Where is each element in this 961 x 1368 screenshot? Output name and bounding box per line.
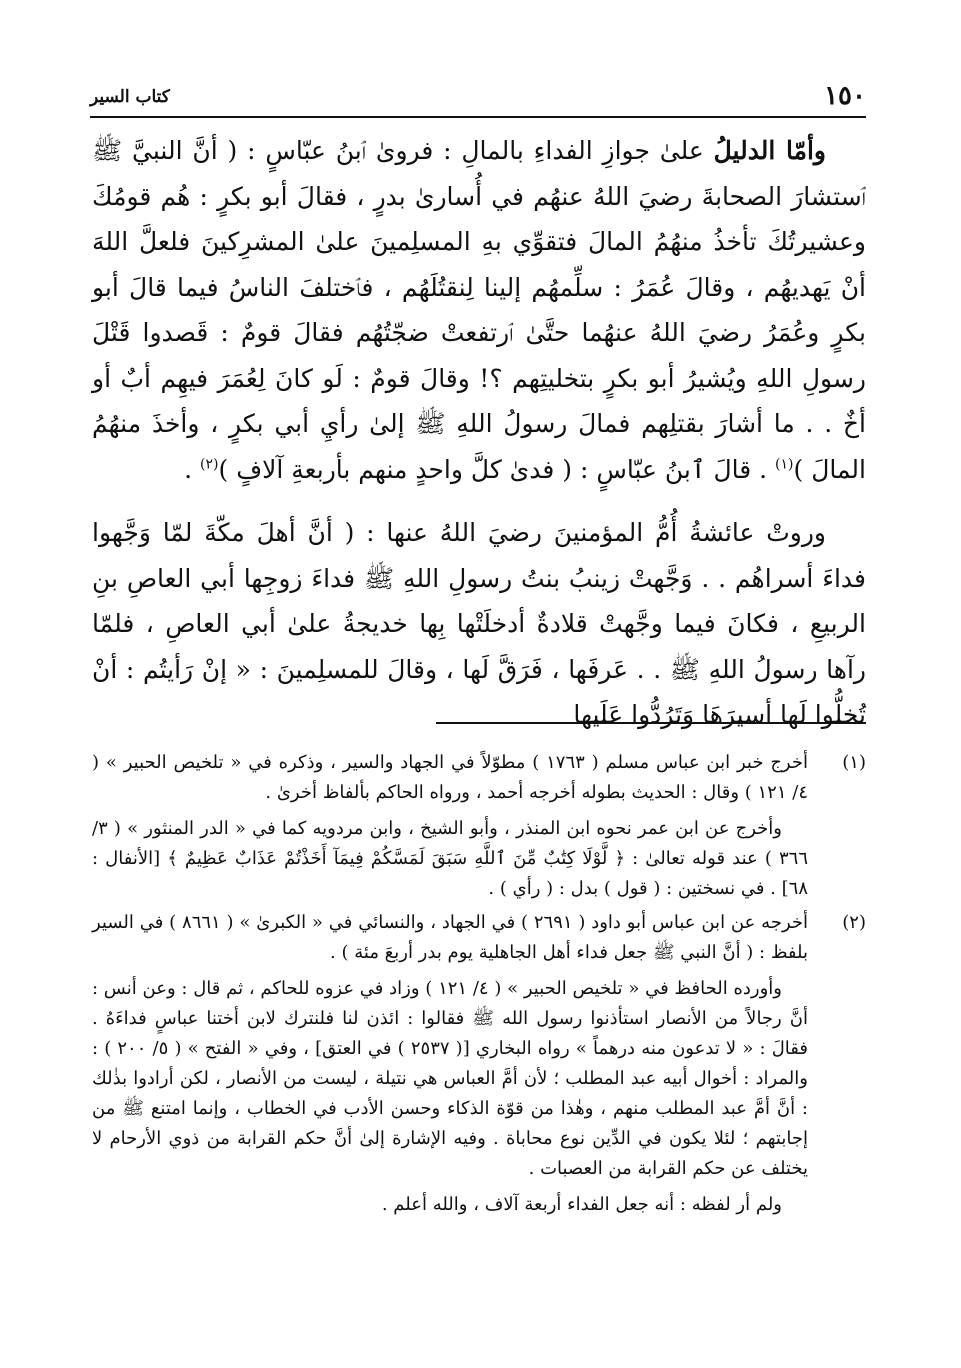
page-header — [90, 80, 866, 118]
footnote-text: وأورده الحافظ في « تلخيص الحبير » ( ٤/ ١٢١ ) وزاد في عزوه للحاكم ، ثم قال : وعن أنس : أنَّ رجالاً من الأنصار استأذنوا رسول الله ﷺ فقالوا : ائذن لنا فلنترك لابن أختنا عباسٍ فداءَهُ . فقالَ : « لا تدعون منه درهماً » رواه البخاري [( ٢٥٣٧ ) في العتق] ، وفي « الفتح » ( ٥/ ٢٠٠ ) : والمراد : أخوال أبيه عبد المطلب ؛ لأن أمَّ العباس هي نتيلة ، ليست من الأنصار ، لكن أرادوا بذٰلك : أنَّ أمَّ عبد المطلب منهم ، وهٰذا من قوّة الذكاء وحسن الأدب في الخطاب ، وإنما امتنع ﷺ من إجابتهم ؛ لئلا يكون في الدِّين نوع محاباة . وفيه الإشارة إلىٰ أنَّ حكم القرابة من ذوي الأرحام لا يختلف عن حكم القرابة من العصبات . — [92, 978, 809, 1179]
footnote-number: (٢) — [842, 912, 866, 933]
running-title: كتاب السير — [90, 87, 170, 107]
footnote-2 — [92, 908, 866, 1220]
paragraph-lead: وأمّا الدليلُ — [713, 136, 826, 165]
footnote-1 — [92, 748, 866, 904]
page-number: ١٥٠ — [824, 81, 866, 111]
footnotes — [92, 748, 866, 1224]
footnote-text: ولم أر لفظه : أنه جعل الفداء أربعة آلاف ، والله أعلم . — [381, 1194, 782, 1215]
footnote-text: وأخرج عن ابن عمر نحوه ابن المنذر ، وأبو الشيخ ، وابن مردويه كما في « الدر المنثور » ( ٣/ ٣٦٦ ) عند قوله تعالىٰ : ﴿ لَّوْلَا كِتَٰبٌ مِّنَ ٱللَّهِ سَبَقَ لَمَسَّكُمْ فِيمَآ أَخَذْتُمْ عَذَابٌ عَظِيمٌ ﴾ [الأنفال : ٦٨] . في نسختين : ( قول ) بدل : ( رأي ) . — [92, 818, 808, 899]
paragraph-1 — [92, 128, 866, 492]
paragraph-text: علىٰ جوازِ الفداءِ بالمالِ : فروىٰ ٱبنُ عبّاسٍ : ( أنَّ النبيَّ ﷺ ٱستشارَ الصحابةَ رضيَ اللهُ عنهُم في أُسارىٰ بدرٍ ، فقالَ أبو بكرٍ : هُم قومُكَ وعشيرتُكَ تأخذُ منهُمُ المالَ فتقوِّي بهِ المسلِمينَ علىٰ المشرِكينَ فلعلَّ اللهَ أنْ يَهديهُم ، وقالَ عُمَرُ : سلِّمهُم إلينا لِنقتُلَهُم ، فٱختلفَ الناسُ فيما قالَ أبو بكرٍ وعُمَرُ رضيَ اللهُ عنهُما حتَّىٰ ٱرتفعتْ ضجّتُهُم فقالَ قومٌ : قَصدوا قَتْلَ رسولِ اللهِ ويُشيرُ أبو بكرٍ بتخليتِهم ؟! وقالَ قومٌ : لَو كانَ لِعُمَرَ فيهِم أبٌ أو أخٌ . . ما أشارَ بقتلِهم فمالَ رسولُ اللهِ ﷺ إلىٰ رأيِ أبي بكرٍ ، وأخذَ منهُمُ المالَ ) — [92, 136, 866, 484]
footnote-number: (١) — [842, 752, 866, 773]
footnote-text: أخرج خبر ابن عباس مسلم ( ١٧٦٣ ) مطوّلاً في الجهاد والسير ، وذكره في « تلخيص الحبير » ( ٤/ ١٢١ ) وقال : الحديث بطوله أخرجه أحمد ، ورواه الحاكم بألفاظ أخرىٰ . — [92, 752, 808, 803]
main-text — [92, 128, 866, 738]
footnote-ref-2[interactable]: (٢) — [200, 456, 219, 473]
footnote-ref-1[interactable]: (١) — [775, 456, 794, 473]
paragraph-text: . قالَ ٱبنُ عبّاسٍ : ( فدىٰ كلَّ واحدٍ منهم بأربعةِ آلافٍ ) — [218, 454, 776, 484]
footnote-text: أخرجه عن ابن عباس أبو داود ( ٢٦٩١ ) في الجهاد ، والنسائي في « الكبرىٰ » ( ٨٦٦١ ) في السير بلفظ : ( أنَّ النبي ﷺ جعل فداء أهل الجاهلية يوم بدر أربعَ مئة ) . — [92, 912, 809, 963]
footnote-separator — [436, 722, 866, 724]
paragraph-text: . — [184, 454, 201, 484]
paragraph-2: وروتْ عائشةُ أُمُّ المؤمنينَ رضيَ اللهُ عنها : ( أنَّ أهلَ مكّةَ لمّا وَجَّهوا فداءَ أسراهُم . . وَجَّهتْ زينبُ بنتُ رسولِ اللهِ ﷺ فداءَ زوجِها أبي العاصِ بنِ الربيعِ ، فكانَ فيما وجَّهتْ قلادةٌ أدخلَتْها بِها خديجةُ علىٰ أبي العاصِ ، فلمّا رآها رسولُ اللهِ ﷺ . . عَرفَها ، فَرَقَّ لَها ، وقالَ للمسلِمينَ : « إنْ رَأيتُم : أنْ تُخلُّوا لَها أسيرَهَا وَتَرُدُّوا عَلَيها — [92, 518, 866, 729]
